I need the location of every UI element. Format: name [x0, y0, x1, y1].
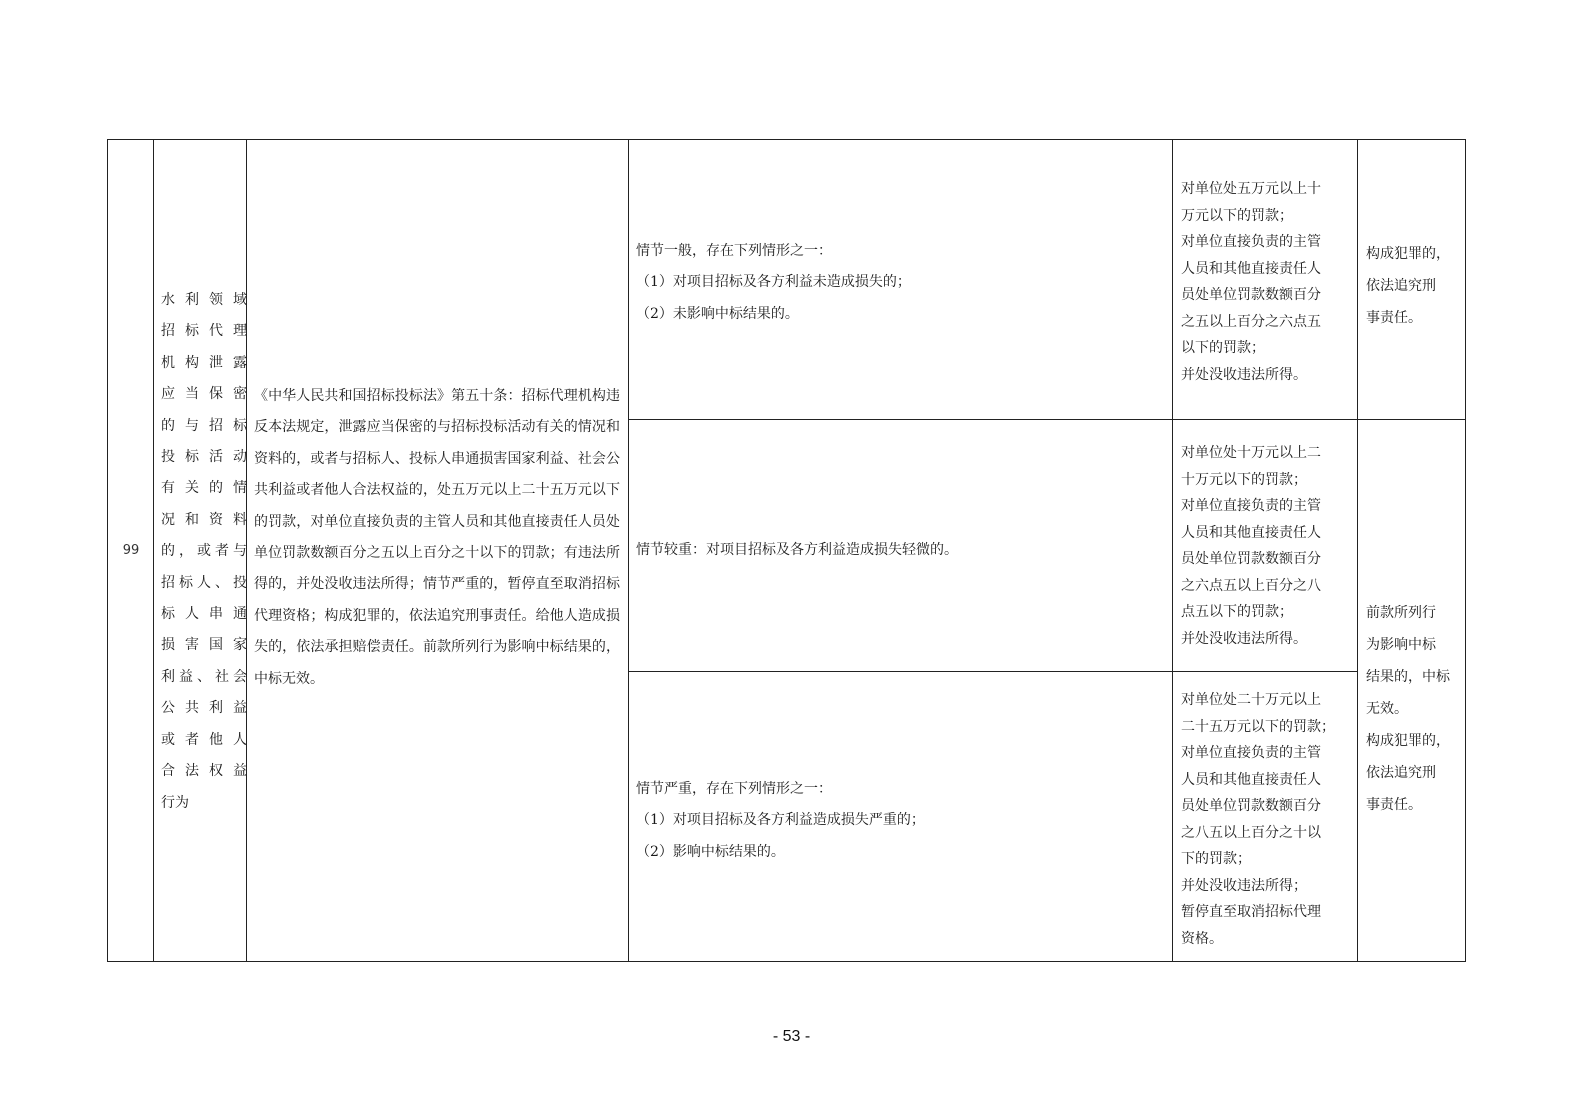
situation-line: （2）影响中标结果的。	[636, 843, 785, 860]
penalty-line: 并处没收违法所得；	[1181, 877, 1307, 894]
column-divider	[1172, 140, 1173, 961]
subject-line: 利益、社会	[161, 668, 247, 685]
penalty-serious	[1181, 687, 1353, 952]
column-divider	[628, 140, 629, 961]
penalty-line: 万元以下的罚款；	[1181, 207, 1293, 224]
penalty-table	[107, 139, 1466, 962]
subject-line: 况和资料	[161, 511, 247, 528]
penalty-line: 之五以上百分之六点五	[1181, 313, 1321, 330]
subject-line: 公共利益	[161, 700, 247, 717]
situation-moderate	[636, 535, 1156, 566]
consequence-line: 为影响中标	[1366, 637, 1436, 653]
subject-line: 招标人、投	[161, 574, 247, 591]
subject-line: 的，或者与	[161, 543, 247, 560]
penalty-line: 对单位直接负责的主管	[1181, 745, 1321, 761]
penalty-line: 员处单位罚款数额百分	[1181, 287, 1321, 303]
penalty-line: 员处单位罚款数额百分	[1181, 551, 1321, 567]
penalty-line: 对单位处十万元以上二	[1181, 445, 1321, 461]
penalty-line: 暂停直至取消招标代理	[1181, 904, 1321, 920]
subject-line: 招标代理	[161, 323, 247, 340]
penalty-line: 对单位处五万元以上十	[1181, 181, 1321, 197]
subject-line: 水利领域	[161, 292, 247, 308]
consequence-criminal	[1366, 238, 1460, 334]
situation-line: （1）对项目招标及各方利益造成损失严重的；	[636, 812, 925, 829]
penalty-line: 点五以下的罚款；	[1181, 604, 1293, 620]
consequence-line: 依法追究刑	[1366, 278, 1436, 294]
consequence-line: 依法追究刑	[1366, 765, 1436, 781]
penalty-line: 下的罚款；	[1181, 851, 1251, 867]
penalty-line: 并处没收违法所得。	[1181, 630, 1307, 647]
consequence-line: 事责任。	[1366, 797, 1422, 813]
situation-line: 情节一般，存在下列情形之一：	[636, 243, 832, 259]
subject-line: 合法权益	[161, 763, 247, 780]
penalty-line: 资格。	[1181, 930, 1223, 947]
violation-subject	[161, 285, 247, 819]
situation-serious	[636, 774, 1156, 868]
subject-line: 有关的情	[161, 480, 247, 497]
consequence-line: 无效。	[1366, 701, 1408, 717]
consequence-invalid	[1366, 597, 1460, 821]
subject-line: 标人串通	[161, 606, 247, 623]
situation-line: （2）未影响中标结果的。	[636, 305, 799, 322]
subject-line: 的与招标	[161, 417, 247, 434]
consequence-line: 事责任。	[1366, 310, 1422, 326]
penalty-line: 人员和其他直接责任人	[1181, 524, 1321, 541]
consequence-line: 结果的，中标	[1366, 669, 1450, 685]
penalty-line: 人员和其他直接责任人	[1181, 771, 1321, 788]
penalty-line: 以下的罚款；	[1181, 340, 1265, 356]
subject-line: 行为	[161, 794, 189, 811]
penalty-line: 之六点五以上百分之八	[1181, 577, 1321, 594]
penalty-general	[1181, 176, 1353, 388]
penalty-line: 十万元以下的罚款；	[1181, 471, 1307, 488]
penalty-line: 二十五万元以下的罚款；	[1181, 718, 1335, 735]
penalty-line: 对单位处二十万元以上	[1181, 692, 1321, 708]
penalty-moderate	[1181, 440, 1353, 652]
penalty-line: 对单位直接负责的主管	[1181, 498, 1321, 514]
subject-line: 投标活动	[161, 449, 247, 466]
subject-line: 应当保密	[161, 386, 247, 403]
row-divider	[628, 419, 1466, 420]
situation-line: 情节较重：对项目招标及各方利益造成损失轻微的。	[636, 542, 958, 558]
consequence-line: 前款所列行	[1366, 605, 1436, 621]
row-divider	[628, 671, 1357, 672]
situation-line: （1）对项目招标及各方利益未造成损失的；	[636, 274, 911, 291]
column-divider	[1357, 140, 1358, 961]
penalty-line: 并处没收违法所得。	[1181, 366, 1307, 383]
penalty-line: 之八五以上百分之十以	[1181, 824, 1321, 841]
subject-line: 或者他人	[161, 731, 247, 748]
situation-line: 情节严重，存在下列情形之一：	[636, 781, 832, 797]
situation-general	[636, 236, 1156, 330]
consequence-line: 构成犯罪的，	[1366, 246, 1450, 262]
penalty-line: 人员和其他直接责任人	[1181, 260, 1321, 277]
subject-line: 损害国家	[161, 637, 247, 654]
penalty-line: 员处单位罚款数额百分	[1181, 798, 1321, 814]
row-number: 99	[122, 542, 140, 558]
legal-basis: 《中华人民共和国招标投标法》第五十条：招标代理机构违反本法规定，泄露应当保密的与招标投标活动有关的情况和资料的，或者与招标人、投标人串通损害国家利益、社会公共利益或者他人合法权益的，处五万元以上二十五万元以下的罚款，对单位直接负责的主管人员和其他直接责任人员处单位罚款数额百分之五以上百分之十以下的罚款；有违法所得的，并处没收违法所得；情节严重的，暂停直至取消招标代理资格；构成犯罪的，依法追究刑事责任。给他人造成损失的，依法承担赔偿责任。前款所列行为影响中标结果的，中标无效。	[254, 388, 620, 687]
consequence-line: 构成犯罪的，	[1366, 733, 1450, 749]
page-number: - 53 -	[772, 1028, 811, 1045]
subject-line: 机构泄露	[161, 354, 247, 371]
penalty-line: 对单位直接负责的主管	[1181, 234, 1321, 250]
